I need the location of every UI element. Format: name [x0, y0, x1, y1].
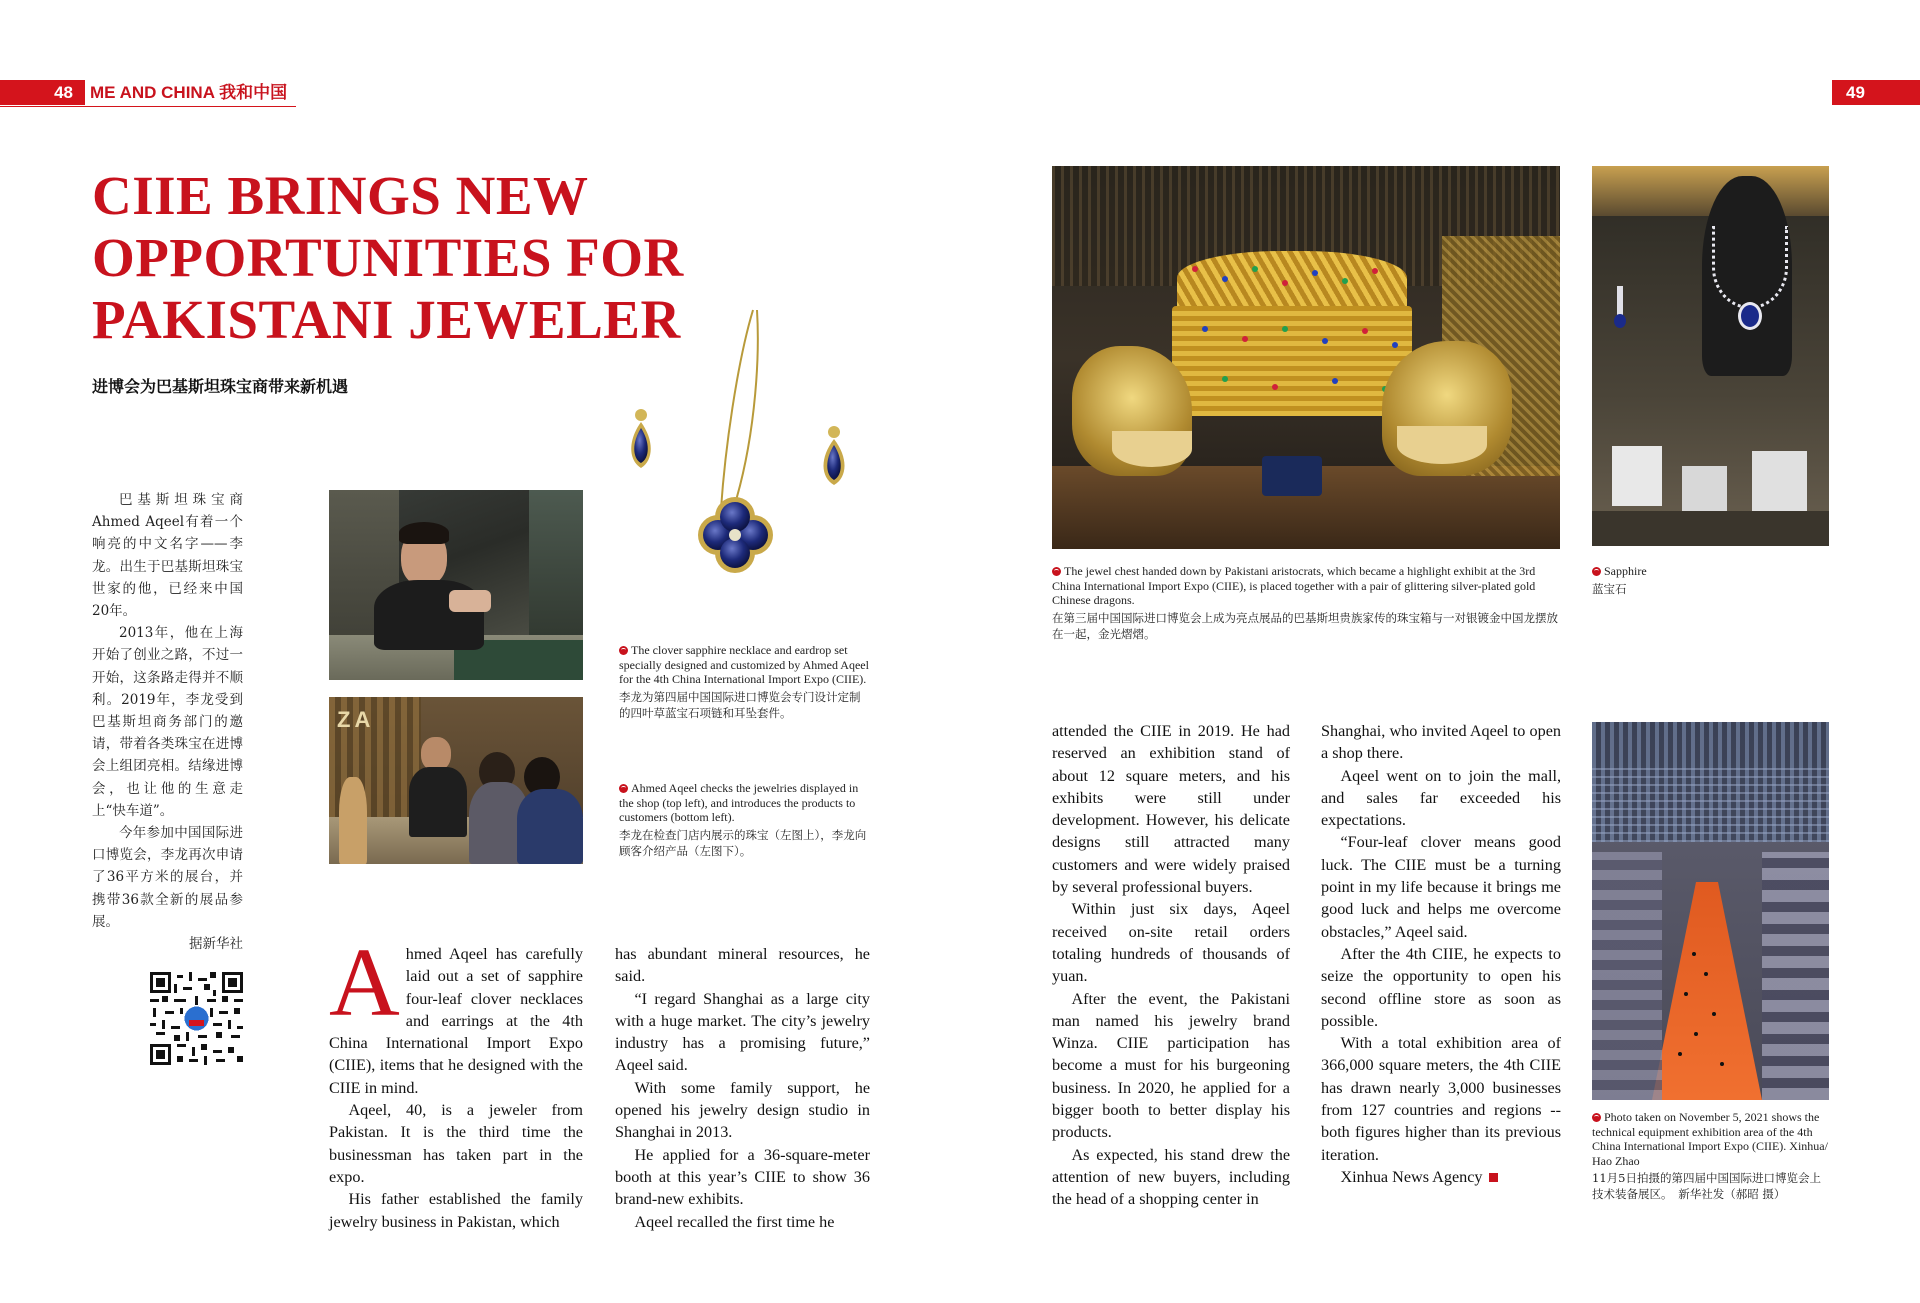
body-paragraph: As expected, his stand drew the attention of new buyers, including the head of a shopping center in: [1052, 1145, 1290, 1209]
title-line: OPPORTUNITIES FOR: [92, 227, 684, 288]
cn-source: 据新华社: [189, 936, 243, 953]
body-paragraph: Aqeel, 40, is a jeweler from Pakistan. It is the third time the businessman has taken part in the expo.: [329, 1101, 583, 1186]
body-paragraph: With some family support, he opened his jewelry design studio in Shanghai in 2013.: [615, 1078, 870, 1142]
body-paragraph: After the event, the Pakistani man named his jewelry brand Winza. CIIE participation has become a must for his burgeoning business. In 2020, he applied for a bigger booth to better display his products.: [1052, 989, 1290, 1142]
body-paragraph: hmed Aqeel has carefully laid out a set of sapphire four-leaf clover necklaces and earrings at the 4th China International Import Expo (CIIE), items that he designed with the CIIE in mind.: [329, 945, 583, 1097]
caption-text: Ahmed Aqeel checks the jewelries displayed in the shop (top left), and introduces the products to customers (bottom left).: [619, 781, 859, 824]
cn-paragraph: 今年参加中国国际进口博览会，李龙再次申请了36平方米的展台，并携带36款全新的展品参展。: [92, 825, 243, 930]
body-paragraph: Aqeel recalled the first time he: [634, 1212, 835, 1231]
caption-text: The jewel chest handed down by Pakistani aristocrats, which became a highlight exhibit at the 3rd China International Import Expo (CIIE), is placed together with a pair of glittering silver-plated gold Chinese dragons.: [1052, 564, 1536, 607]
sapphire-display-photo: [1592, 166, 1829, 546]
caption-text-cn: 11月5日拍摄的第四届中国国际进口博览会上技术装备展区。 新华社发（郝昭 摄）: [1592, 1171, 1821, 1201]
caption-expo: [1592, 1110, 1832, 1202]
body-paragraph: Within just six days, Aqeel received on-site retail orders totaling hundreds of thousands of yuan.: [1052, 900, 1290, 986]
necklace-photo: [620, 300, 870, 610]
cn-summary: [92, 489, 243, 955]
section-label: ME AND CHINA 我和中国: [90, 83, 288, 102]
cn-paragraph: 2013年，他在上海开始了创业之路，不过一开始，这条路走得并不顺利。2019年，李龙受到巴基斯坦商务部门的邀请，带着各类珠宝在进博会上组团亮相。结缘进博会，也让他的生意走上“快车道”。: [92, 625, 243, 819]
caption-shop: [619, 781, 871, 859]
expo-hall-photo: [1592, 722, 1829, 1100]
body-paragraph: After the 4th CIIE, he expects to seize the opportunity to open his second offline store as soon as possible.: [1321, 944, 1561, 1030]
article-subtitle-cn: 进博会为巴基斯坦珠宝商带来新机遇: [92, 377, 349, 396]
body-column-3: [1052, 720, 1290, 1211]
article-title: [92, 165, 712, 351]
end-mark-icon: [1489, 1173, 1498, 1182]
body-paragraph: attended the CIIE in 2019. He had reserved an exhibition stand of about 12 square meters, and his exhibits were still under development. However, his delicate designs still attracted many customers and were widely praised by several professional buyers.: [1052, 722, 1290, 897]
body-paragraph: “Four-leaf clover means good luck. The CIIE must be a turning point in my life because it brings me good luck and helps me overcome obstacles,” Aqeel said.: [1321, 833, 1561, 941]
caption-text-cn: 蓝宝石: [1592, 581, 1627, 596]
page-number-left: 48: [0, 80, 85, 105]
caption-text-cn: 在第三届中国国际进口博览会上成为亮点展品的巴基斯坦贵族家传的珠宝箱与一对银镀金中国龙摆放在一起，金光熠熠。: [1052, 610, 1558, 641]
body-paragraph: His father established the family jewelry business in Pakistan, which: [329, 1190, 583, 1231]
cn-paragraph: 巴基斯坦珠宝商Ahmed Aqeel有着一个响亮的中文名字——李龙。出生于巴基斯坦珠宝世家的他，已经来中国20年。: [92, 492, 243, 620]
page-number-right: 49: [1832, 80, 1920, 105]
caption-text: The clover sapphire necklace and eardrop set specially designed and customized by Ahmed Aqeel for the 4th China International Import Expo (CIIE).: [619, 643, 869, 686]
caption-necklace: [619, 643, 871, 721]
caption-bullet-icon: [619, 784, 628, 793]
body-paragraph: “I regard Shanghai as a large city with a huge market. The city’s jewelry industry has a promising future,” Aqeel said.: [615, 989, 870, 1075]
body-paragraph: With a total exhibition area of 366,000 square meters, the 4th CIIE has drawn nearly 3,000 businesses from 127 countries and regions -- both figures higher than its previous iteration.: [1321, 1034, 1561, 1164]
caption-bullet-icon: [619, 646, 628, 655]
caption-text: Sapphire: [1604, 564, 1647, 578]
title-line: PAKISTANI JEWELER: [92, 289, 681, 350]
byline: Xinhua News Agency: [1340, 1167, 1483, 1186]
body-column-2: [615, 943, 870, 1233]
aqeel-customers-photo: ZA: [329, 697, 583, 864]
caption-text-cn: 李龙为第四届中国国际进口博览会专门设计定制的四叶草蓝宝石项链和耳坠套件。: [619, 689, 861, 720]
body-paragraph: He applied for a 36-square-meter booth at this year’s CIIE to show 36 brand-new exhibits.: [615, 1145, 870, 1209]
title-line: CIIE BRINGS NEW: [92, 165, 589, 226]
jewel-chest-photo: [1052, 166, 1560, 549]
caption-text-cn: 李龙在检查门店内展示的珠宝（左图上），李龙向顾客介绍产品（左图下）。: [619, 827, 867, 858]
body-paragraph: Aqeel went on to join the mall, and sales far exceeded his expectations.: [1321, 766, 1561, 830]
aqeel-checking-photo: [329, 490, 583, 680]
body-column-1: [329, 929, 583, 1233]
body-paragraph: has abundant mineral resources, he said.: [615, 945, 870, 986]
caption-bullet-icon: [1052, 567, 1061, 576]
caption-bullet-icon: [1592, 1113, 1601, 1122]
caption-bullet-icon: [1592, 567, 1601, 576]
qr-code-icon[interactable]: [150, 972, 243, 1065]
drop-cap: A: [329, 929, 400, 1037]
body-column-4: [1321, 720, 1561, 1188]
caption-chest: [1052, 564, 1560, 642]
caption-sapphire: [1592, 564, 1829, 597]
caption-text: Photo taken on November 5, 2021 shows the technical equipment exhibition area of the 4th China International Import Expo (CIIE). Xinhua/ Hao Zhao: [1592, 1110, 1828, 1168]
body-paragraph: Shanghai, who invited Aqeel to open a shop there.: [1321, 722, 1561, 763]
